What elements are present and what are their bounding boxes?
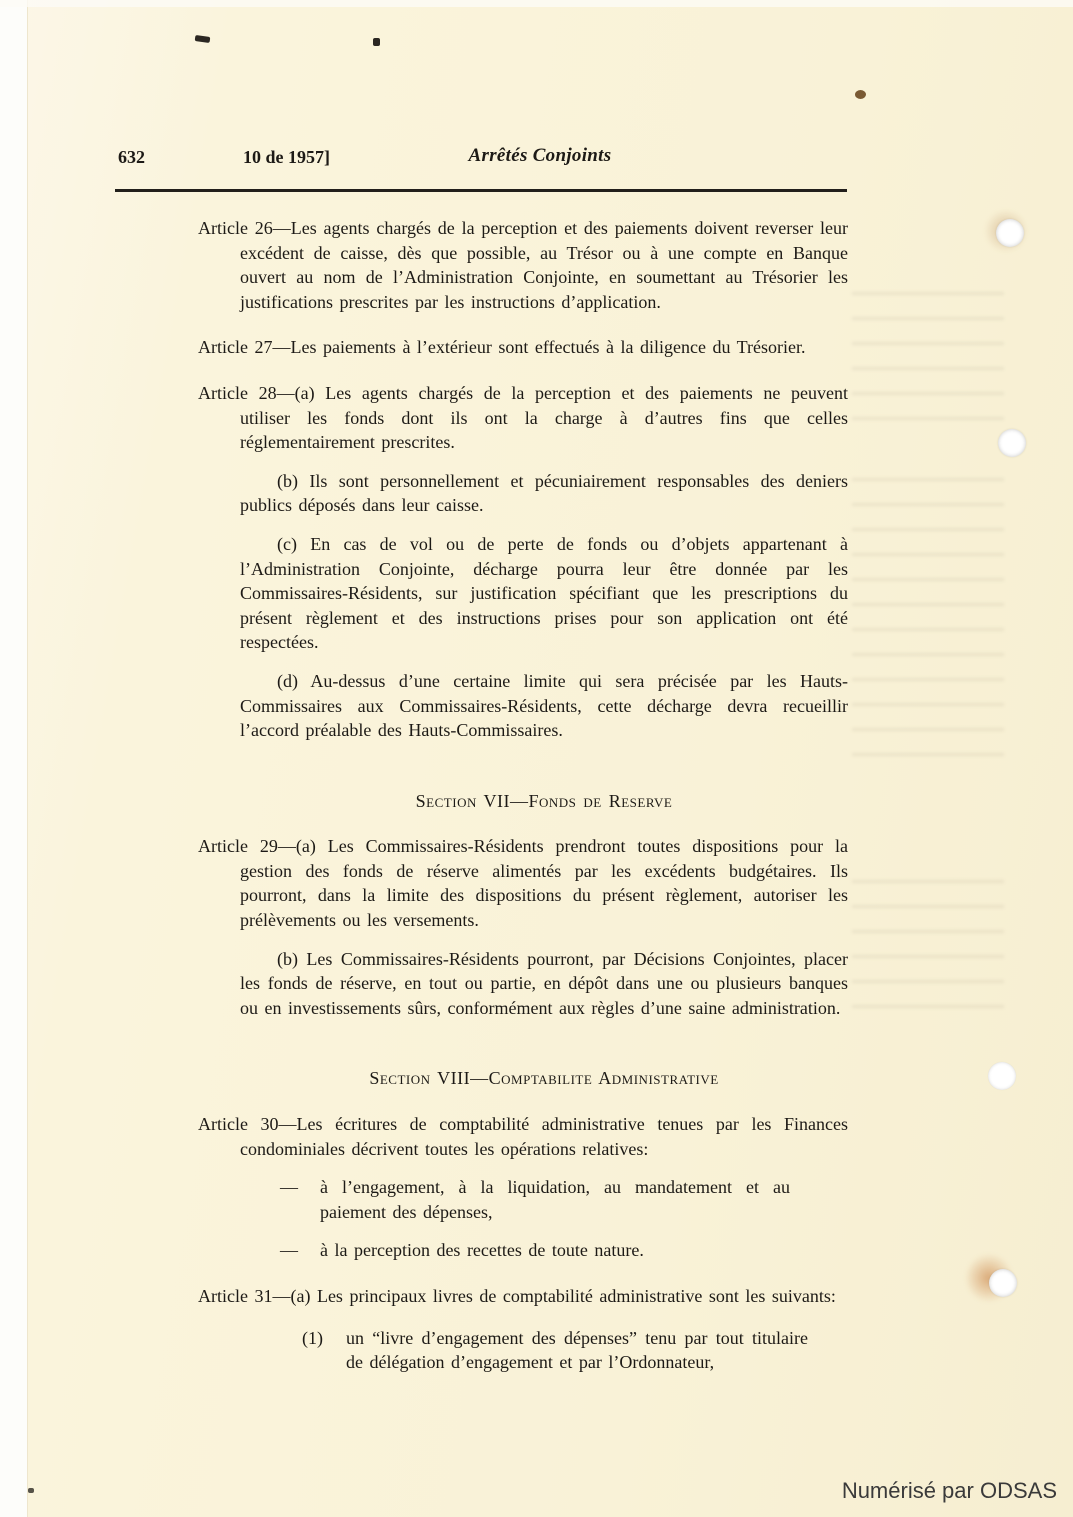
article-28b-paragraph: (b) Ils sont personnellement et pécuniairement responsables des deniers publics déposés dans leur caisse. <box>240 470 848 516</box>
scan-left-edge <box>0 0 28 1517</box>
list-item-text: à l’engagement, à la liquidation, au mandatement et au paiement des dépenses, <box>320 1177 790 1222</box>
scan-artifact <box>855 90 866 99</box>
header-rule <box>115 189 847 192</box>
dash-marker: — <box>280 1240 298 1261</box>
scan-artifact <box>373 38 380 46</box>
bleed-through <box>852 292 1004 442</box>
scan-top-edge <box>0 0 1073 7</box>
list-item-text: à la perception des recettes de toute nature. <box>320 1240 644 1261</box>
article-29a-paragraph: Article 29—(a) Les Commissaires-Résidents prendront toutes dispositions pour la gestion des fonds de réserve alimentés par les excédents budgétaires. Ils pourront, dans la limite des dispositions du présent règlement, autoriser les prélèvements ou les versements. <box>198 836 848 931</box>
punch-hole <box>998 429 1026 457</box>
section-vii-heading: Section VII—Fonds de Reserve <box>415 790 673 811</box>
odsas-watermark: Numérisé par ODSAS <box>841 1478 1057 1503</box>
list-item-expenses <box>240 1175 848 1224</box>
article-28a-paragraph: Article 28—(a) Les agents chargés de la perception et des paiements ne peuvent utiliser les fonds dont ils ont la charge à d’autres fins que celles réglementairement prescrites. <box>198 382 848 453</box>
numbered-item-text: un “livre d’engagement des dépenses” tenu par tout titulaire de délégation d’engagement et par l’Ordonnateur, <box>346 1327 808 1373</box>
punch-hole <box>989 1269 1017 1297</box>
header-title: Arrêtés Conjoints <box>468 145 612 166</box>
list-item-receipts <box>240 1238 848 1263</box>
numbered-item-1 <box>240 1326 848 1375</box>
page-number: 632 <box>118 147 145 167</box>
scan-artifact <box>195 35 211 43</box>
article-29b-paragraph: (b) Les Commissaires-Résidents pourront, par Décisions Conjointes, placer les fonds de réserve, en tout ou partie, en dépôt dans une ou plusieurs banques ou en investissements sûrs, conformément aux règles d’une saine administration. <box>240 948 848 1018</box>
article-28c-paragraph: (c) En cas de vol ou de perte de fonds ou d’objets appartenant à l’Administration Conjointe, décharge pourra leur être donnée par les Commissaires-Résidents, sur justification spécifiant que les prescriptions du présent règlement et des instructions prises pour son application ont été respectées. <box>240 533 848 653</box>
article-27-paragraph: Article 27—Les paiements à l’extérieur sont effectués à la diligence du Trésorier. <box>198 337 806 358</box>
scan-artifact <box>28 1488 34 1493</box>
article-26-paragraph: Article 26—Les agents chargés de la perception et des paiements doivent reverser leur excédent de caisse, dès que possible, au Trésor ou à une compte en Banque ouvert au nom de l’Administration Conjointe, en soumettant au Trésorier les justifications prescrites par les instructions d’application. <box>198 218 848 312</box>
punch-hole <box>988 1062 1016 1090</box>
article-31-paragraph: Article 31—(a) Les principaux livres de comptabilité administrative sont les suivants: <box>198 1286 836 1306</box>
header-reference: 10 de 1957] <box>243 147 330 167</box>
article-30-paragraph: Article 30—Les écritures de comptabilité administrative tenues par les Finances condominiales décrivent toutes les opérations relatives: <box>198 1114 848 1159</box>
article-28d-paragraph: (d) Au-dessus d’une certaine limite qui sera précisée par les Hauts-Commissaires aux Commissaires-Résidents, cette décharge devra recueillir l’accord préalable des Hauts-Commissaires. <box>240 670 848 741</box>
section-viii-heading: Section VIII—Comptabilite Administrative <box>369 1068 719 1089</box>
bleed-through <box>852 478 1004 768</box>
bleed-through <box>852 880 1004 1010</box>
number-marker: (1) <box>302 1327 323 1348</box>
document-body <box>198 216 848 1375</box>
punch-hole <box>996 219 1024 247</box>
dash-marker: — <box>280 1177 298 1198</box>
